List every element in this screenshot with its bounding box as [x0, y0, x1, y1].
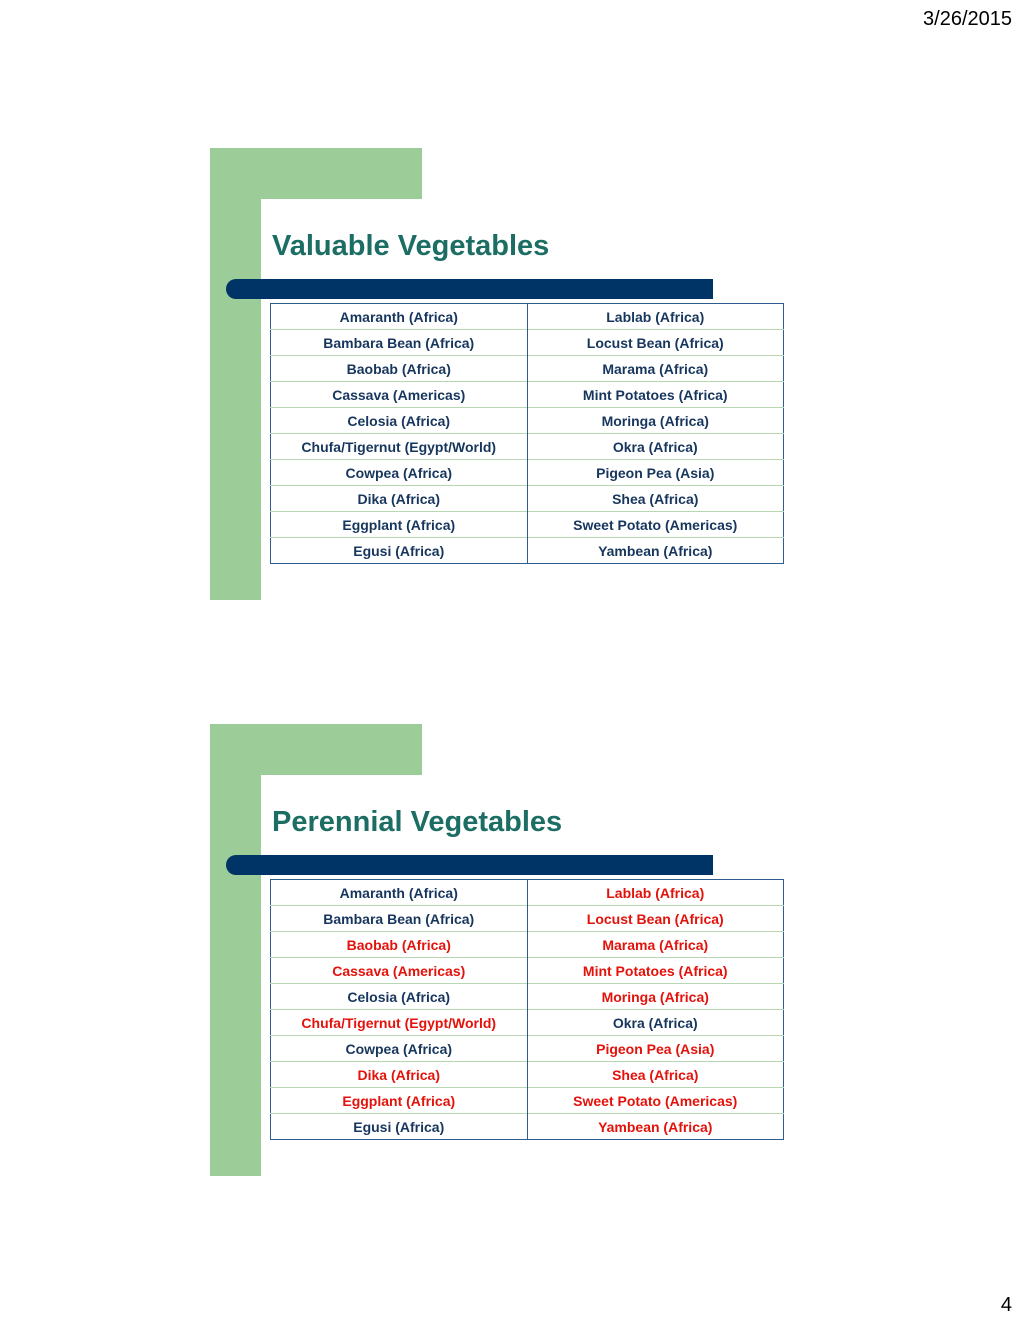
table-cell-left: Bambara Bean (Africa): [271, 906, 528, 932]
table-row: [271, 880, 784, 906]
table-row: [271, 1010, 784, 1036]
page-number: 4: [1000, 1294, 1012, 1316]
table-cell-right: Moringa (Africa): [527, 984, 784, 1010]
slide-title: Valuable Vegetables: [272, 230, 550, 262]
table-cell-left: Amaranth (Africa): [271, 880, 528, 906]
table-cell-right: Pigeon Pea (Asia): [527, 1036, 784, 1062]
table-cell-left: Chufa/Tigernut (Egypt/World): [271, 1010, 528, 1036]
table-cell-right: Okra (Africa): [527, 434, 784, 460]
table-row: [271, 356, 784, 382]
table-cell-left: Dika (Africa): [271, 1062, 528, 1088]
table-row: [271, 460, 784, 486]
table-row: [271, 906, 784, 932]
slide-perennial-vegetables: [210, 724, 790, 1176]
table-cell-right: Lablab (Africa): [606, 884, 705, 901]
table-cell-right: Moringa (Africa): [527, 408, 784, 434]
table-cell-left: Cowpea (Africa): [271, 1036, 528, 1062]
table-cell-left: Baobab (Africa): [271, 356, 528, 382]
table-row: [271, 330, 784, 356]
table-row: [271, 1114, 784, 1140]
slide-accent-bar: [210, 724, 261, 1176]
table-row: [271, 304, 784, 330]
table-cell-left: Celosia (Africa): [271, 984, 528, 1010]
table-row: [271, 932, 784, 958]
table-cell-left: Cassava (Americas): [271, 382, 528, 408]
print-date: 3/26/2015: [923, 8, 1012, 30]
table-row: [271, 512, 784, 538]
title-underline-rule: [226, 279, 713, 299]
table-cell-left: Egusi (Africa): [271, 538, 528, 564]
table-cell-right: Okra (Africa): [527, 1010, 784, 1036]
slide-accent-top: [210, 724, 422, 775]
table-cell-left: Cowpea (Africa): [271, 460, 528, 486]
table-cell-left: Amaranth (Africa): [271, 304, 528, 330]
table-row: [271, 486, 784, 512]
table-cell-left: Celosia (Africa): [271, 408, 528, 434]
vegetable-table: [270, 879, 784, 1140]
slide-title: Perennial Vegetables: [272, 806, 563, 838]
table-cell-right: Mint Potatoes (Africa): [527, 958, 784, 984]
table-row: [271, 958, 784, 984]
table-cell-left: Bambara Bean (Africa): [271, 330, 528, 356]
table-cell-right: Shea (Africa): [527, 486, 784, 512]
table-cell-right: Lablab (Africa): [606, 308, 705, 325]
table-row: [271, 1062, 784, 1088]
table-cell-right: Sweet Potato (Americas): [527, 512, 784, 538]
vegetable-table: [270, 303, 784, 564]
table-cell-left: Baobab (Africa): [271, 932, 528, 958]
table-cell-right: Marama (Africa): [527, 932, 784, 958]
slide-valuable-vegetables: [210, 148, 790, 600]
table-row: [271, 538, 784, 564]
table-cell-right: Yambean (Africa): [527, 538, 784, 564]
table-cell-right: Mint Potatoes (Africa): [527, 382, 784, 408]
slide-accent-bar: [210, 148, 261, 600]
table-row: [271, 382, 784, 408]
table-cell-left: Chufa/Tigernut (Egypt/World): [271, 434, 528, 460]
table-row: [271, 1036, 784, 1062]
table-row: [271, 434, 784, 460]
slide-accent-top: [210, 148, 422, 199]
table-row: [271, 408, 784, 434]
table-cell-right: Locust Bean (Africa): [527, 906, 784, 932]
table-cell-right: Yambean (Africa): [527, 1114, 784, 1140]
table-row: [271, 984, 784, 1010]
table-cell-left: Eggplant (Africa): [271, 512, 528, 538]
table-cell-left: Egusi (Africa): [271, 1114, 528, 1140]
table-cell-right: Sweet Potato (Americas): [527, 1088, 784, 1114]
table-cell-right: Shea (Africa): [527, 1062, 784, 1088]
title-underline-rule: [226, 855, 713, 875]
table-cell-right: Marama (Africa): [527, 356, 784, 382]
table-cell-right: Locust Bean (Africa): [527, 330, 784, 356]
table-row: [271, 1088, 784, 1114]
table-cell-left: Eggplant (Africa): [271, 1088, 528, 1114]
table-cell-left: Dika (Africa): [271, 486, 528, 512]
table-cell-left: Cassava (Americas): [271, 958, 528, 984]
table-cell-right: Pigeon Pea (Asia): [527, 460, 784, 486]
